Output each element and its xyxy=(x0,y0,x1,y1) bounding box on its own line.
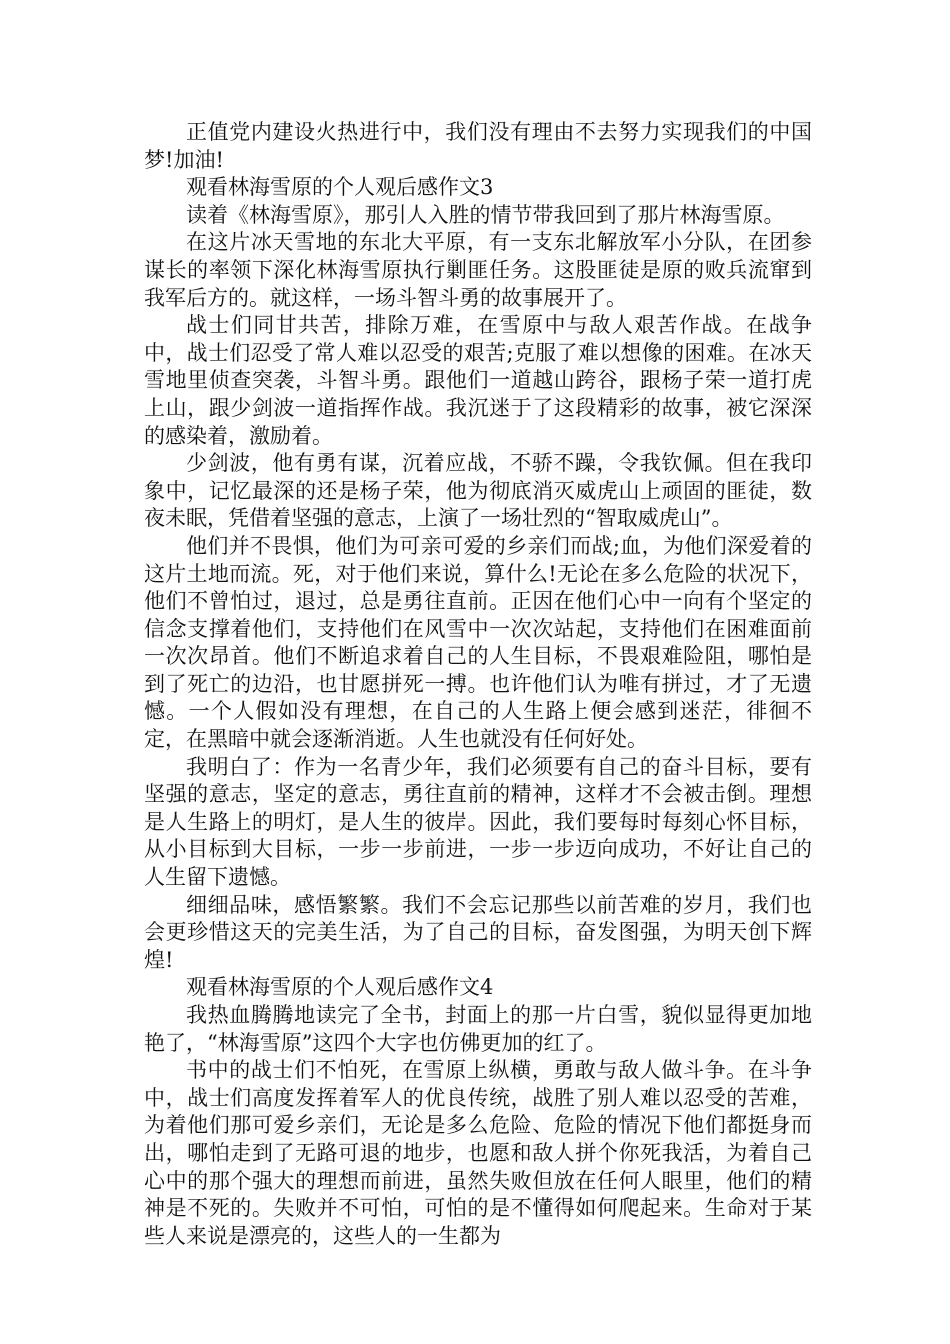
paragraph-5: 少剑波，他有勇有谋，沉着应战，不骄不躁，令我钦佩。但在我印象中，记忆最深的还是杨子荣，他为彻底消灭威虎山上顽固的匪徒，数夜未眠，凭借着坚强的意志，上演了一场壮烈的“智取威虎山”。 xyxy=(144,451,812,531)
paragraph-6: 他们并不畏惧，他们为可亲可爱的乡亲们而战;血，为他们深爱着的这片土地而流。死，对于他们来说，算什么!无论在多么危险的状况下，他们不曾怕过，退过，总是勇往直前。正因在他们心中一向有个坚定的信念支撑着他们，支持他们在风雪中一次次站起，支持他们在困难面前一次次昂首。他们不断追求着自己的人生目标，不畏艰难险阻，哪怕是到了死亡的边沿，也甘愿拼死一搏。也许他们认为唯有拼过，才了无遗憾。一个人假如没有理想，在自己的人生路上便会感到迷茫，徘徊不定，在黑暗中就会逐渐消逝。人生也就没有任何好处。 xyxy=(144,533,812,752)
paragraph-8: 细细品味，感悟繁繁。我们不会忘记那些以前苦难的岁月，我们也会更珍惜这天的完美生活，为了自己的目标，奋发图强，为明天创下辉煌! xyxy=(144,892,812,972)
paragraph-3: 在这片冰天雪地的东北大平原，有一支东北解放军小分队，在团参谋长的率领下深化林海雪原执行剿匪任务。这股匪徒是原的败兵流窜到我军后方的。就这样，一场斗智斗勇的故事展开了。 xyxy=(144,230,812,310)
paragraph-9: 我热血腾腾地读完了全书，封面上的那一片白雪，貌似显得更加地艳了，“林海雪原”这四个大字也仿佛更加的红了。 xyxy=(144,1003,812,1055)
section-heading-4: 观看林海雪原的个人观后感作文4 xyxy=(186,975,494,1000)
section-heading-3: 观看林海雪原的个人观后感作文3 xyxy=(186,175,494,200)
paragraph-10: 书中的战士们不怕死，在雪原上纵横，勇敢与敌人做斗争。在斗争中，战士们高度发挥着军人的优良传统，战胜了别人难以忍受的苦难，为着他们那可爱乡亲们，无论是多么危险、危险的情况下他们都挺身而出，哪怕走到了无路可退的地步，也愿和敌人拼个你死我活，为着自己心中的那个强大的理想而前进，虽然失败但放在任何人眼里，他们的精神是不死的。失败并不可怕，可怕的是不懂得如何爬起来。生命对于某些人来说是漂亮的，这些人的一生都为 xyxy=(144,1058,812,1248)
paragraph-4: 战士们同甘共苦，排除万难，在雪原中与敌人艰苦作战。在战争中，战士们忍受了常人难以忍受的艰苦;克服了难以想像的困难。在冰天雪地里侦查突袭，斗智斗勇。跟他们一道越山跨谷，跟杨子荣一道打虎上山，跟少剑波一道指挥作战。我沉迷于了这段精彩的故事，被它深深的感染着，激励着。 xyxy=(144,313,812,448)
document-body xyxy=(144,119,812,1250)
paragraph-1: 正值党内建设火热进行中，我们没有理由不去努力实现我们的中国梦!加油! xyxy=(144,120,812,172)
paragraph-7: 我明白了：作为一名青少年，我们必须要有自己的奋斗目标，要有坚强的意志，坚定的意志，勇往直前的精神，这样才不会被击倒。理想是人生路上的明灯，是人生的彼岸。因此，我们要每时每刻心怀目标，从小目标到大目标，一步一步前进，一步一步迈向成功，不好让自己的人生留下遗憾。 xyxy=(144,754,812,890)
paragraph-2: 读着《林海雪原》，那引人入胜的情节带我回到了那片林海雪原。 xyxy=(186,202,785,227)
